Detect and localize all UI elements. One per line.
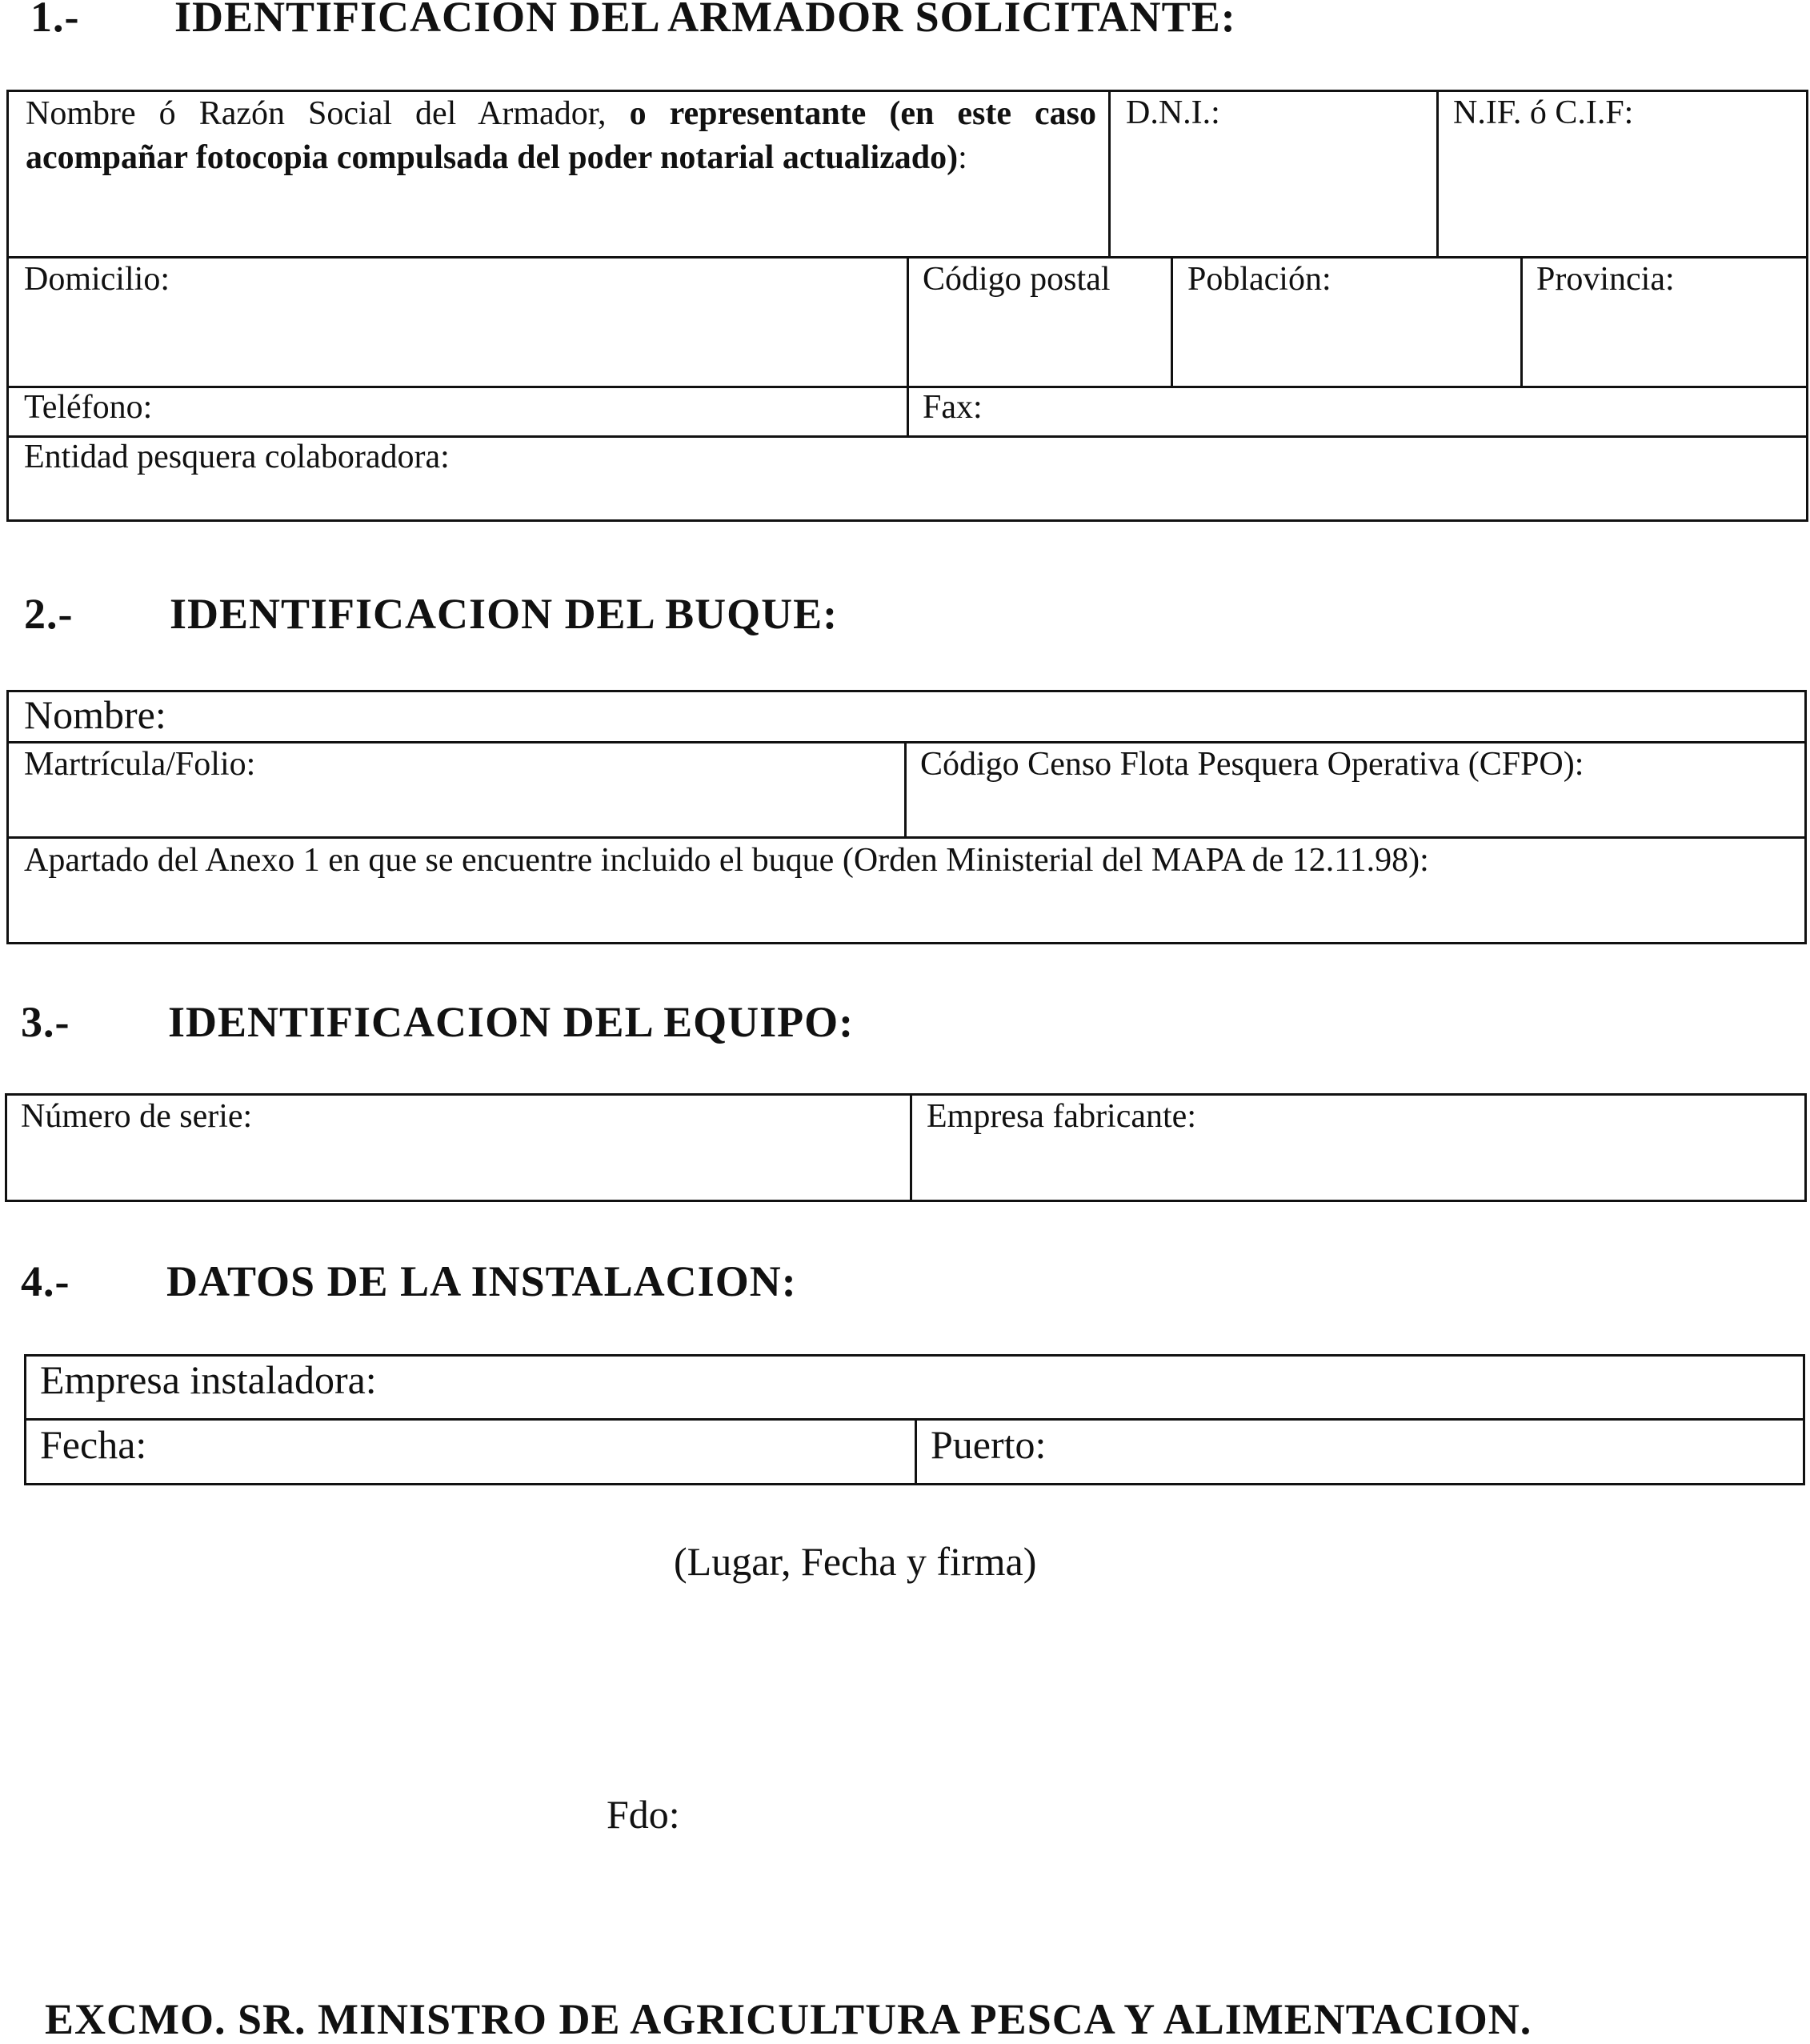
col-divider bbox=[1520, 256, 1523, 387]
lugar-fecha-firma: (Lugar, Fecha y firma) bbox=[674, 1539, 1037, 1584]
col-divider bbox=[1108, 90, 1111, 258]
col-divider bbox=[1171, 256, 1173, 387]
buque-nombre-label: Nombre: bbox=[24, 692, 166, 737]
poblacion-label: Población: bbox=[1187, 261, 1331, 298]
section-4-title: DATOS DE LA INSTALACION: bbox=[166, 1257, 797, 1305]
cfpo-label: Código Censo Flota Pesquera Operativa (CFPO): bbox=[920, 746, 1584, 783]
domicilio-label: Domicilio: bbox=[24, 261, 170, 298]
armador-name-field[interactable] bbox=[26, 92, 1096, 180]
section-1-title: IDENTIFICACION DEL ARMADOR SOLICITANTE: bbox=[174, 0, 1236, 41]
empresa-instaladora-label: Empresa instaladora: bbox=[40, 1357, 377, 1402]
armador-name-label: Nombre ó Razón Social del Armador, bbox=[26, 95, 607, 132]
row-divider bbox=[6, 741, 1807, 743]
codigo-postal-label: Código postal bbox=[923, 261, 1111, 298]
fecha-label: Fecha: bbox=[40, 1422, 147, 1467]
armador-name-colon: : bbox=[958, 139, 967, 176]
col-divider bbox=[904, 741, 907, 838]
col-divider bbox=[915, 1418, 917, 1485]
empresa-fabricante-label: Empresa fabricante: bbox=[927, 1098, 1196, 1135]
entidad-label: Entidad pesquera colaboradora: bbox=[24, 439, 450, 475]
telefono-label: Teléfono: bbox=[24, 389, 153, 426]
matricula-label: Martrícula/Folio: bbox=[24, 746, 256, 783]
col-divider bbox=[907, 256, 909, 387]
section-3-title: IDENTIFICACION DEL EQUIPO: bbox=[168, 998, 855, 1046]
col-divider bbox=[907, 386, 909, 437]
fax-label: Fax: bbox=[923, 389, 983, 426]
col-divider bbox=[910, 1093, 912, 1202]
section-4-number: 4.- bbox=[21, 1257, 70, 1305]
row-divider bbox=[6, 836, 1807, 839]
puerto-label: Puerto: bbox=[931, 1422, 1047, 1467]
section-2-table bbox=[6, 690, 1807, 944]
dni-label: D.N.I.: bbox=[1126, 94, 1220, 131]
section-1-number: 1.- bbox=[30, 0, 80, 41]
armador-representante-note: o representante (en este caso acompañar fotocopia compulsada del poder notarial actualizado) bbox=[26, 95, 1097, 176]
provincia-label: Provincia: bbox=[1536, 261, 1675, 298]
section-2-title: IDENTIFICACION DEL BUQUE: bbox=[170, 590, 839, 638]
addressee-footer: EXCMO. SR. MINISTRO DE AGRICULTURA PESCA Y ALIMENTACION. bbox=[45, 1995, 1532, 2043]
numero-serie-label: Número de serie: bbox=[21, 1098, 253, 1135]
section-2-number: 2.- bbox=[24, 590, 74, 638]
section-3-table bbox=[5, 1093, 1807, 1202]
apartado-anexo-label: Apartado del Anexo 1 en que se encuentre incluido el buque (Orden Ministerial del MAPA de 12.11.98): bbox=[24, 842, 1429, 879]
fdo-label: Fdo: bbox=[607, 1792, 680, 1837]
col-divider bbox=[1436, 90, 1439, 258]
section-3-number: 3.- bbox=[21, 998, 70, 1046]
nif-label: N.IF. ó C.I.F: bbox=[1453, 94, 1634, 131]
